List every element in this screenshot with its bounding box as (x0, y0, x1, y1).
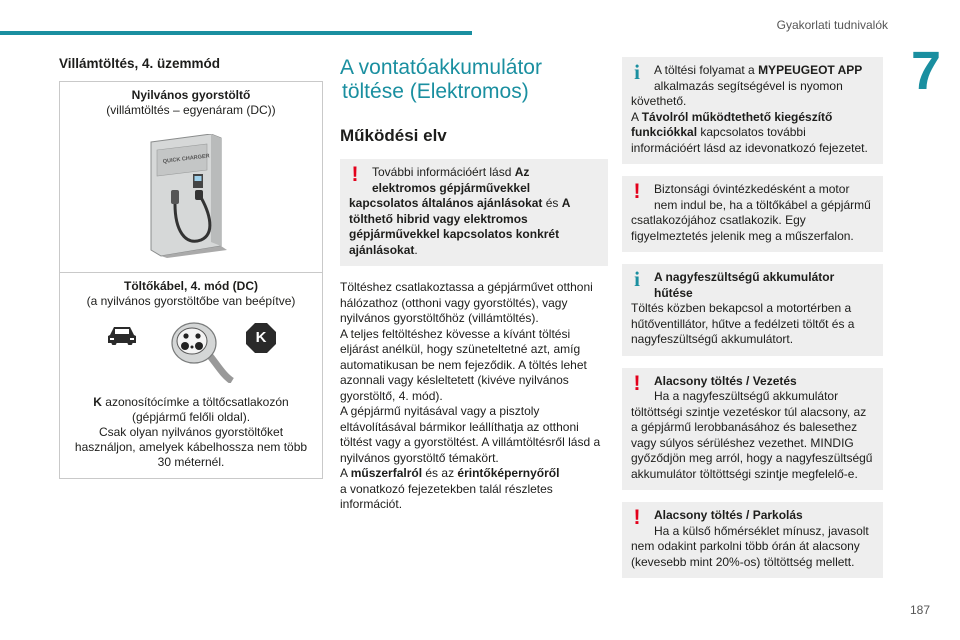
body-line: eltávolításával bármikor leállíthatja az otthoni (340, 419, 579, 434)
exclamation-icon: ! (633, 180, 641, 203)
title-line: A vontatóakkumulátor (340, 56, 542, 79)
note-link: tölthető hibrid vagy elektromos (349, 211, 528, 226)
info-icon: i (634, 267, 640, 291)
cell-title: Nyilvános gyorstöltő (131, 88, 251, 102)
chapter-number: 7 (910, 41, 942, 101)
column-left (59, 56, 323, 479)
page-number: 187 (909, 603, 930, 617)
k-label-badge (246, 323, 276, 353)
body-link: érintőképernyőről (457, 466, 560, 480)
note-text: hűtőventillátor, hűtve a fedélzeti töltőt és a (631, 316, 855, 331)
body-line: eljárást anélkül, hogy szüneteltetné azt, amíg (340, 342, 581, 356)
warning-note-low-charge-driving (622, 368, 883, 491)
note-text: vagy súlyos sérüléshez vezethet. MINDIG (631, 435, 854, 450)
column-middle (340, 56, 608, 513)
body-line: azonnali vagy késleltetett (kivéve nyilvános (340, 373, 569, 387)
info-table (59, 81, 323, 479)
exclamation-icon: ! (351, 163, 359, 186)
note-link: ajánlásokat (349, 242, 415, 257)
cable-caption (66, 395, 316, 470)
note-title: Alacsony töltés / Vezetés (654, 373, 797, 388)
caption-text: 30 méternél. (157, 455, 225, 469)
note-text: figyelmeztetés jelenik meg a műszerfalon. (631, 228, 854, 243)
body-line: Töltéshez csatlakoztassa a gépjárművet otthoni (340, 280, 593, 294)
note-text: Biztonsági óvintézkedésként a motor (654, 182, 850, 196)
body-link: műszerfalról (350, 466, 423, 480)
note-text: További információért lásd (372, 165, 515, 179)
caption-key: K (93, 395, 102, 409)
note-text: töltöttségi szintje vezetéskor túl alacsony, az (631, 404, 867, 419)
note-text: A (631, 109, 642, 124)
page-title (340, 56, 608, 104)
note-text: csatlakozójához csatlakozik. Egy (631, 213, 806, 227)
note-text: és (542, 196, 562, 210)
caption-text: (gépjármű felőli oldal). (131, 410, 251, 424)
body-line: gyorstöltő, 4. mód). (340, 388, 443, 403)
note-text: a gépjármű lerobbanásához és balesethez (631, 420, 858, 434)
info-icon: i (634, 60, 640, 84)
note-link: gépjárművekkel kapcsolatos konkrét (349, 227, 560, 241)
badge-letter: K (255, 329, 267, 346)
warning-note-engine (622, 176, 883, 252)
note-text: nem odakint parkolni több órán át alacsony (631, 539, 860, 553)
body-line: automatikusan be nem fejeződik. A töltés lehet (340, 357, 587, 372)
body-line: információt. (340, 497, 403, 511)
column-right (622, 57, 883, 590)
note-text: követhető. (631, 94, 687, 108)
note-link: Távolról működtethető kiegészítő (641, 109, 833, 124)
note-title: A nagyfeszültségű akkumulátor (654, 270, 835, 284)
exclamation-icon: ! (633, 371, 641, 395)
body-line: nyilvános gyorstöltőhöz (villámtöltés). (340, 311, 539, 325)
table-cell-cable (60, 273, 322, 478)
info-note-cooling (622, 264, 883, 356)
body-line: A teljes feltöltéshez kövesse a kívánt töltési (340, 326, 571, 341)
note-text: alkalmazás segítségével is nyomon (654, 78, 843, 93)
note-text: információért lásd az idevonatkozó fejezetet. (631, 140, 868, 155)
exclamation-icon: ! (633, 506, 641, 529)
caption-text: Csak olyan nyilvános gyorstöltőket (98, 425, 284, 439)
warning-note (340, 159, 608, 266)
note-text: (kevesebb mint 20%-os) töltöttség mellett. (631, 554, 855, 569)
dc-connector-icon (168, 319, 234, 383)
quick-charger-illustration (141, 134, 241, 258)
caption-text: azonosítócímke a töltőcsatlakozón (101, 395, 289, 409)
note-link: A (561, 196, 571, 210)
note-title: hűtése (654, 285, 693, 300)
section-heading: Működési elv (340, 126, 447, 145)
cable-illustration (66, 319, 316, 383)
header-title: Gyakorlati tudnivalók (776, 18, 888, 32)
section-title: Villámtöltés, 4. üzemmód (59, 56, 221, 71)
body-line: hálózathoz (otthoni vagy gyorstöltés), vagy (340, 295, 568, 310)
header-accent-bar (0, 31, 472, 35)
note-text: nagyfeszültségű akkumulátort. (631, 332, 794, 346)
note-text: győződjön meg arról, hogy a nagyfeszültségű (631, 451, 873, 465)
note-link: MYPEUGEOT APP (758, 63, 863, 77)
note-text: kapcsolatos további (697, 125, 806, 139)
note-title: Alacsony töltés / Parkolás (654, 508, 803, 522)
table-cell-charger (60, 82, 322, 273)
car-icon (106, 323, 138, 345)
warning-note-low-charge-parking (622, 502, 883, 578)
note-text: nem indul be, ha a töltőkábel a gépjármű (654, 197, 871, 212)
note-link: Az (514, 165, 530, 179)
note-text: Töltés közben bekapcsol a motortérben a (631, 301, 852, 315)
info-note-app (622, 57, 883, 164)
note-text: akkumulátor töltöttségi szintje megfelelő-e. (631, 466, 858, 481)
body-line: A gépjármű nyitásával vagy a pisztoly (340, 404, 540, 418)
note-link: funkciókkal (631, 125, 698, 139)
charger-label: QUICK CHARGER (162, 153, 210, 165)
body-line: töltést vagy a gyorstöltést. A villámtöltésről lásd a (340, 435, 601, 449)
body-paragraph (340, 280, 608, 513)
note-text: A töltési folyamat a (654, 63, 759, 77)
note-text: Ha a nagyfeszültségű akkumulátor (654, 389, 839, 403)
note-text: . (414, 242, 418, 257)
body-text: A (340, 466, 351, 480)
note-link: elektromos gépjárművekkel (372, 180, 531, 195)
body-line: a vonatkozó fejezetekben talál részletes (340, 481, 553, 496)
caption-text: használjon, amelyek kábelhossza nem több (74, 440, 308, 454)
body-line: nyilvános gyorstöltő témakört. (340, 450, 499, 465)
body-text: és az (422, 466, 458, 480)
note-text: Ha a külső hőmérséklet mínusz, javasolt (654, 523, 869, 538)
cell-subtitle: (a nyilvános gyorstöltőbe van beépítve) (86, 294, 296, 308)
note-link: kapcsolatos általános ajánlásokat (349, 196, 543, 210)
cell-subtitle: (villámtöltés – egyenáram (DC)) (106, 103, 276, 117)
title-line: töltése (Elektromos) (342, 80, 529, 103)
cell-title: Töltőkábel, 4. mód (DC) (123, 279, 258, 293)
